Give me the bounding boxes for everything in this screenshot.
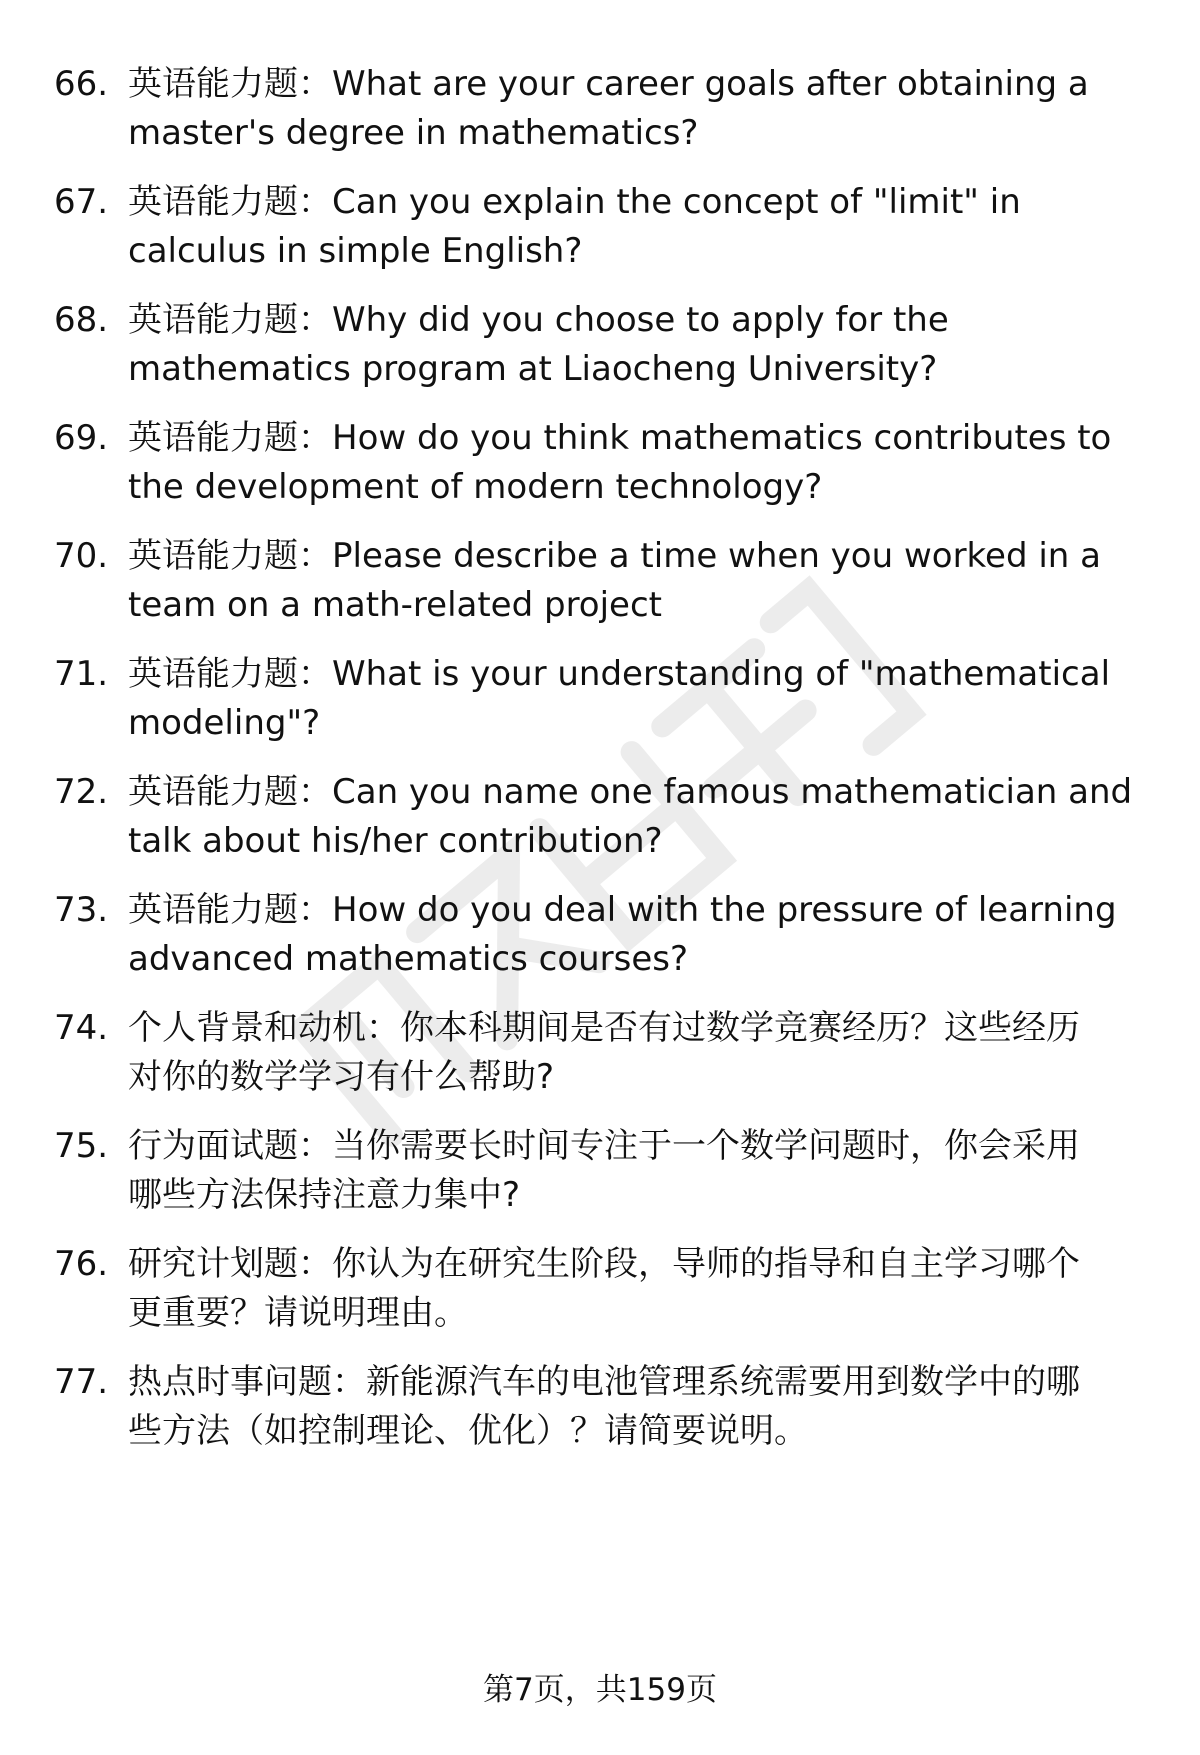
question-category: 英语能力题： bbox=[128, 300, 332, 340]
question-line1-text: Can you name one famous mathematician and bbox=[332, 772, 1133, 812]
question-line1-text: 新能源汽车的电池管理系统需要用到数学中的哪 bbox=[366, 1362, 1080, 1402]
question-text bbox=[128, 296, 1158, 394]
question-number: 69. bbox=[54, 418, 109, 458]
question-item-73 bbox=[54, 886, 1158, 996]
question-category: 热点时事问题： bbox=[128, 1362, 366, 1402]
question-line-2: talk about his/her contribution? bbox=[128, 821, 663, 861]
question-category: 英语能力题： bbox=[128, 772, 332, 812]
question-line1-text: 当你需要长时间专注于一个数学问题时，你会采用 bbox=[332, 1126, 1080, 1166]
question-line-1 bbox=[128, 414, 1158, 463]
question-line-1 bbox=[128, 1358, 1158, 1407]
question-category: 研究计划题： bbox=[128, 1244, 332, 1284]
question-number: 70. bbox=[54, 536, 109, 576]
question-number: 75. bbox=[54, 1126, 109, 1166]
question-text bbox=[128, 532, 1158, 630]
question-number: 66. bbox=[54, 64, 109, 104]
question-number: 76. bbox=[54, 1244, 109, 1284]
question-line-2: 哪些方法保持注意力集中? bbox=[128, 1175, 521, 1215]
question-line-2: team on a math-related project bbox=[128, 585, 662, 625]
page-footer bbox=[0, 1668, 1200, 1712]
question-number: 77. bbox=[54, 1362, 109, 1402]
question-item-76 bbox=[54, 1240, 1158, 1350]
question-line-1 bbox=[128, 60, 1158, 109]
question-text bbox=[128, 1240, 1158, 1338]
question-line-1 bbox=[128, 768, 1158, 817]
question-number: 74. bbox=[54, 1008, 109, 1048]
page-number-label: 第7页，共159页 bbox=[483, 1672, 717, 1708]
question-line-2: advanced mathematics courses? bbox=[128, 939, 689, 979]
question-text bbox=[128, 1004, 1158, 1102]
question-line1-text: What is your understanding of "mathematical bbox=[332, 654, 1111, 694]
question-text bbox=[128, 178, 1158, 276]
question-line1-text: 你本科期间是否有过数学竞赛经历？这些经历 bbox=[400, 1008, 1080, 1048]
question-line-2: master's degree in mathematics? bbox=[128, 113, 699, 153]
question-number: 72. bbox=[54, 772, 109, 812]
question-line1-text: What are your career goals after obtaining a bbox=[332, 64, 1089, 104]
question-number: 67. bbox=[54, 182, 109, 222]
question-number: 73. bbox=[54, 890, 109, 930]
question-line-2: the development of modern technology? bbox=[128, 467, 823, 507]
question-category: 英语能力题： bbox=[128, 418, 332, 458]
question-line1-text: How do you think mathematics contributes to bbox=[332, 418, 1112, 458]
question-category: 英语能力题： bbox=[128, 536, 332, 576]
question-category: 英语能力题： bbox=[128, 182, 332, 222]
question-category: 英语能力题： bbox=[128, 64, 332, 104]
question-line-1 bbox=[128, 296, 1158, 345]
question-line-2: 更重要？请说明理由。 bbox=[128, 1293, 468, 1333]
question-category: 英语能力题： bbox=[128, 890, 332, 930]
question-item-68 bbox=[54, 296, 1158, 406]
question-number: 68. bbox=[54, 300, 109, 340]
question-line-1 bbox=[128, 1122, 1158, 1171]
question-item-67 bbox=[54, 178, 1158, 288]
question-line1-text: Please describe a time when you worked in a bbox=[332, 536, 1101, 576]
question-line1-text: How do you deal with the pressure of learning bbox=[332, 890, 1117, 930]
question-line1-text: Can you explain the concept of "limit" in bbox=[332, 182, 1021, 222]
question-text bbox=[128, 414, 1158, 512]
question-number: 71. bbox=[54, 654, 109, 694]
question-text bbox=[128, 60, 1158, 158]
question-line-1 bbox=[128, 1004, 1158, 1053]
question-category: 个人背景和动机： bbox=[128, 1008, 400, 1048]
question-line-2: mathematics program at Liaocheng University? bbox=[128, 349, 938, 389]
question-text bbox=[128, 1122, 1158, 1220]
question-line-2: modeling"? bbox=[128, 703, 321, 743]
question-line-1 bbox=[128, 650, 1158, 699]
question-line-1 bbox=[128, 886, 1158, 935]
question-line-1 bbox=[128, 532, 1158, 581]
question-line-2: 对你的数学学习有什么帮助? bbox=[128, 1057, 555, 1097]
question-text bbox=[128, 768, 1158, 866]
question-item-69 bbox=[54, 414, 1158, 524]
question-item-71 bbox=[54, 650, 1158, 760]
question-category: 行为面试题： bbox=[128, 1126, 332, 1166]
question-item-70 bbox=[54, 532, 1158, 642]
question-item-66 bbox=[54, 60, 1158, 170]
question-item-75 bbox=[54, 1122, 1158, 1232]
question-text bbox=[128, 650, 1158, 748]
question-line-1 bbox=[128, 178, 1158, 227]
question-item-77 bbox=[54, 1358, 1158, 1468]
question-line1-text: 你认为在研究生阶段，导师的指导和自主学习哪个 bbox=[332, 1244, 1080, 1284]
question-line-2: 些方法（如控制理论、优化）？请简要说明。 bbox=[128, 1411, 808, 1451]
question-text bbox=[128, 1358, 1158, 1456]
question-line-2: calculus in simple English? bbox=[128, 231, 583, 271]
question-text bbox=[128, 886, 1158, 984]
question-line-1 bbox=[128, 1240, 1158, 1289]
question-category: 英语能力题： bbox=[128, 654, 332, 694]
question-line1-text: Why did you choose to apply for the bbox=[332, 300, 949, 340]
question-item-72 bbox=[54, 768, 1158, 878]
question-item-74 bbox=[54, 1004, 1158, 1114]
